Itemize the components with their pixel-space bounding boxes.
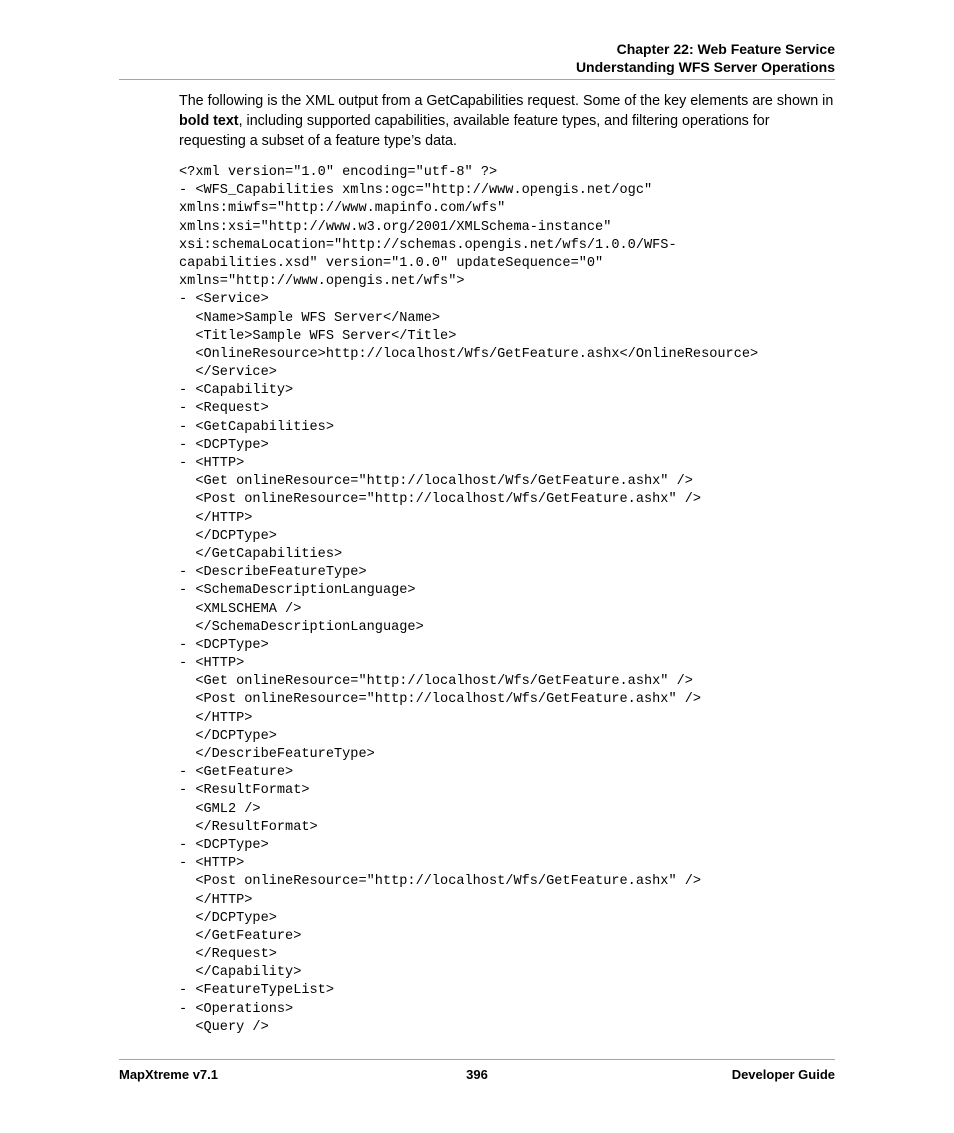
code-line: <Post onlineResource="http://localhost/Wfs/GetFeature.ashx" /> bbox=[179, 692, 702, 708]
code-line: - <DescribeFeatureType> bbox=[179, 565, 367, 581]
code-line: xmlns:miwfs="http://www.mapinfo.com/wfs" bbox=[179, 201, 506, 217]
code-line: - <DCPType> bbox=[179, 437, 269, 453]
footer-page-number: 396 bbox=[466, 1067, 488, 1082]
code-line: <GML2 /> bbox=[179, 801, 261, 817]
code-line: <Name>Sample WFS Server</Name> bbox=[179, 310, 441, 326]
code-line: <?xml version="1.0" encoding="utf-8" ?> bbox=[179, 165, 498, 180]
code-line: - <HTTP> bbox=[179, 456, 245, 471]
code-line: </SchemaDescriptionLanguage> bbox=[179, 619, 424, 635]
code-line: <Query /> bbox=[179, 1019, 269, 1035]
code-line: </HTTP> bbox=[179, 710, 253, 726]
code-line: <Get onlineResource="http://localhost/Wfs/GetFeature.ashx" /> bbox=[179, 674, 693, 690]
code-line: - <Capability> bbox=[179, 383, 294, 399]
code-line: - <Service> bbox=[179, 292, 269, 308]
code-line: <Post onlineResource="http://localhost/Wfs/GetFeature.ashx" /> bbox=[179, 874, 702, 890]
intro-paragraph bbox=[179, 91, 839, 151]
code-line: - <Request> bbox=[179, 401, 269, 417]
code-line: </HTTP> bbox=[179, 892, 253, 908]
code-line: - <FeatureTypeList> bbox=[179, 983, 334, 999]
footer-rule bbox=[119, 1059, 835, 1060]
header-rule bbox=[119, 79, 835, 80]
code-line: </DCPType> bbox=[179, 910, 277, 926]
page-header bbox=[119, 40, 835, 76]
code-line: - <SchemaDescriptionLanguage> bbox=[179, 583, 416, 599]
code-line: </Capability> bbox=[179, 965, 302, 981]
code-line: </ResultFormat> bbox=[179, 819, 318, 835]
code-line: - <GetCapabilities> bbox=[179, 419, 334, 435]
chapter-title: Chapter 22: Web Feature Service bbox=[616, 41, 835, 57]
code-line: <OnlineResource>http://localhost/Wfs/GetFeature.ashx</OnlineResource> bbox=[179, 346, 759, 362]
code-line: </DCPType> bbox=[179, 528, 277, 544]
code-line: - <Operations> bbox=[179, 1001, 294, 1017]
code-line: </HTTP> bbox=[179, 510, 253, 526]
code-line: </Request> bbox=[179, 947, 277, 963]
intro-text-start: The following is the XML output from a GetCapabilities request. Some of the key elements are shown in bbox=[179, 93, 834, 109]
code-line: - <WFS_Capabilities xmlns:ogc="http://www.opengis.net/ogc" bbox=[179, 183, 653, 199]
code-line: <Title>Sample WFS Server</Title> bbox=[179, 328, 457, 344]
code-line: <Post onlineResource="http://localhost/Wfs/GetFeature.ashx" /> bbox=[179, 492, 702, 508]
footer-doc-title: Developer Guide bbox=[731, 1067, 835, 1082]
footer-product: MapXtreme v7.1 bbox=[119, 1067, 218, 1082]
code-line: <XMLSCHEMA /> bbox=[179, 601, 302, 617]
code-line: </GetFeature> bbox=[179, 928, 302, 944]
intro-bold-text: bold text bbox=[179, 113, 239, 129]
xml-code-block bbox=[179, 164, 758, 1037]
code-line: <Get onlineResource="http://localhost/Wfs/GetFeature.ashx" /> bbox=[179, 474, 693, 490]
section-title: Understanding WFS Server Operations bbox=[575, 59, 835, 75]
intro-text-end: , including supported capabilities, available feature types, and filtering operations for requesting a subset of a feature type’s data. bbox=[179, 113, 770, 149]
code-line: xsi:schemaLocation="http://schemas.opengis.net/wfs/1.0.0/WFS- bbox=[179, 237, 677, 253]
code-line: xmlns="http://www.opengis.net/wfs"> bbox=[179, 274, 465, 290]
code-line: - <GetFeature> bbox=[179, 765, 294, 781]
code-line: - <ResultFormat> bbox=[179, 783, 310, 799]
code-line: - <DCPType> bbox=[179, 637, 269, 653]
code-line: </DCPType> bbox=[179, 728, 277, 744]
code-line: capabilities.xsd" version="1.0.0" updateSequence="0" bbox=[179, 255, 604, 271]
code-line: </DescribeFeatureType> bbox=[179, 747, 375, 762]
code-line: - <DCPType> bbox=[179, 837, 269, 853]
code-line: </GetCapabilities> bbox=[179, 546, 343, 562]
code-line: - <HTTP> bbox=[179, 656, 245, 672]
code-line: </Service> bbox=[179, 365, 277, 381]
code-line: - <HTTP> bbox=[179, 856, 245, 872]
code-line: xmlns:xsi="http://www.w3.org/2001/XMLSchema-instance" bbox=[179, 219, 612, 235]
